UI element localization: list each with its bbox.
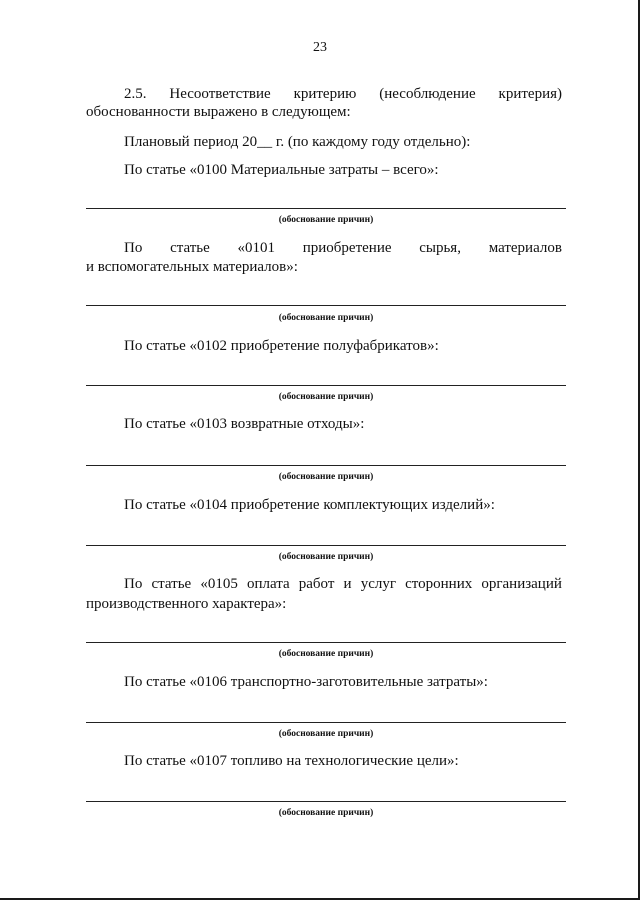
article-0102-caption: (обоснование причин) xyxy=(278,392,374,402)
intro-line-1 xyxy=(124,86,562,103)
article-0101-line-2: и вспомогательных материалов»: xyxy=(86,259,298,275)
article-0105-word: сторонних xyxy=(405,576,473,592)
article-0101-word: сырья, xyxy=(419,240,461,256)
article-0105-line-2: производственного характера»: xyxy=(86,596,287,612)
article-0103-answer-line xyxy=(86,465,566,466)
article-0105-word: услуг xyxy=(360,576,396,592)
article-0105-word: статье xyxy=(151,576,192,592)
article-0100-caption: (обоснование причин) xyxy=(278,215,374,225)
article-0105-word: работ xyxy=(298,576,335,592)
article-0105-word: По xyxy=(124,576,143,592)
article-0101-line-1 xyxy=(124,240,562,257)
article-0105-word: оплата xyxy=(246,576,290,592)
article-0101-word: По xyxy=(124,240,143,256)
article-0106-label: По статье «0106 транспортно-заготовительные затраты»: xyxy=(124,674,488,690)
article-0105-word: организаций xyxy=(481,576,562,592)
article-0103-label: По статье «0103 возвратные отходы»: xyxy=(124,416,365,432)
article-0106-answer-line xyxy=(86,722,566,723)
article-0101-word: приобретение xyxy=(302,240,392,256)
article-0100-label: По статье «0100 Материальные затраты – всего»: xyxy=(124,162,439,178)
article-0101-word: материалов xyxy=(488,240,562,256)
article-0103-caption: (обоснование причин) xyxy=(278,472,374,482)
article-0107-caption: (обоснование причин) xyxy=(278,808,374,818)
article-0102-label: По статье «0102 приобретение полуфабрикатов»: xyxy=(124,338,439,354)
intro-word: Несоответствие xyxy=(169,86,271,102)
article-0101-word: «0101 xyxy=(237,240,276,256)
article-0100-answer-line xyxy=(86,208,566,209)
intro-word: критерию xyxy=(293,86,357,102)
article-0104-caption: (обоснование причин) xyxy=(278,552,374,562)
article-0101-answer-line xyxy=(86,305,566,306)
article-0104-label: По статье «0104 приобретение комплектующих изделий»: xyxy=(124,497,495,513)
intro-word: 2.5. xyxy=(124,86,147,102)
article-0107-label: По статье «0107 топливо на технологические цели»: xyxy=(124,753,459,769)
article-0102-answer-line xyxy=(86,385,566,386)
article-0107-answer-line xyxy=(86,801,566,802)
intro-line-2: обоснованности выражено в следующем: xyxy=(86,104,351,120)
article-0105-caption: (обоснование причин) xyxy=(278,649,374,659)
intro-word: критерия) xyxy=(498,86,562,102)
article-0101-caption: (обоснование причин) xyxy=(278,313,374,323)
intro-word: (несоблюдение xyxy=(379,86,476,102)
planning-period: Плановый период 20__ г. (по каждому году отдельно): xyxy=(124,134,471,150)
article-0105-word: и xyxy=(343,576,352,592)
article-0105-word: «0105 xyxy=(200,576,238,592)
article-0104-answer-line xyxy=(86,545,566,546)
article-0105-answer-line xyxy=(86,642,566,643)
article-0105-line-1 xyxy=(124,576,562,593)
article-0106-caption: (обоснование причин) xyxy=(278,729,374,739)
page-number: 23 xyxy=(313,40,327,55)
article-0101-word: статье xyxy=(170,240,210,256)
